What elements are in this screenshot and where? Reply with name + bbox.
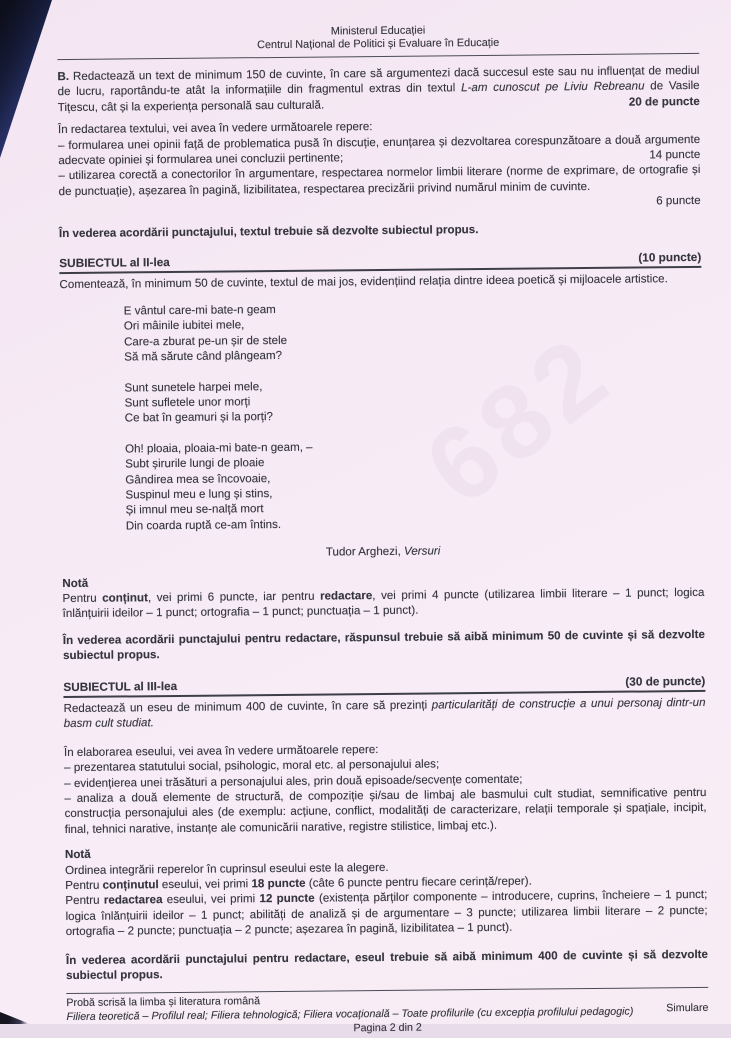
ministry-name: Ministerul Educației bbox=[330, 24, 426, 38]
poem-line: Oh! ploaia, ploaia-mi bate-n geam, – bbox=[124, 440, 313, 456]
poem-author: Tudor Arghezi, bbox=[325, 544, 405, 559]
repere-1-text: – formularea unei opinii față de problematica pusă în discuție, enunțarea și dezvoltarea corespunzătoare a două argumente adecvate opiniei și formularea unei concluzii pertinente; bbox=[58, 132, 701, 168]
poem-line: Să mă sărute când plângeam? bbox=[124, 349, 283, 364]
note-bold-term: conținutul bbox=[102, 878, 159, 892]
repere-2-points: 6 puncte bbox=[656, 194, 701, 208]
subject-2-title: SUBIECTUL al II-lea bbox=[59, 255, 170, 271]
subject-3-title: SUBIECTUL al III-lea bbox=[63, 678, 178, 694]
task-b-paragraph bbox=[57, 63, 699, 115]
subject-3-bold-note: În vederea acordării punctajului pentru redactare, eseul trebuie să aibă minimum 400 de cuvinte și să dezvolte subiectul propus. bbox=[65, 947, 708, 983]
scan-corner-artifact-bottom-left bbox=[0, 1012, 30, 1024]
subject-2-task: Comentează, în minimum 50 de cuvinte, textul de mai jos, evidențiind relația dintre ideea poetică și mijloacele artistice. bbox=[59, 272, 668, 292]
subject-2-note-text bbox=[62, 585, 704, 622]
note-segment: eseului, vei primi bbox=[158, 877, 252, 892]
note-segment: , vei primi 6 puncte, iar pentru bbox=[147, 589, 321, 605]
center-name: Centrul Național de Politici și Evaluare în Educație bbox=[257, 36, 500, 52]
note-segment: (câte 6 puncte pentru fiecare cerință/reper). bbox=[305, 874, 532, 890]
task-b-source-title: L-am cunoscut pe Liviu Rebreanu bbox=[460, 79, 645, 95]
note-segment: Pentru bbox=[62, 591, 103, 606]
subject-3-header bbox=[63, 673, 705, 698]
poem bbox=[124, 298, 704, 534]
footer-page-number: Pagina 2 din 2 bbox=[353, 1021, 422, 1034]
document-content bbox=[57, 22, 709, 1038]
subject-2-points: (10 puncte) bbox=[638, 249, 702, 265]
task-b-text-1: Redactează un text de minimum 150 de cuvinte, în care să argumentezi dacă succesul este sau nu influențat de mediul de lucru, raportându-te atât la informațiile din fragmentul extras din textul bbox=[57, 63, 700, 99]
note-bold-term: conținut bbox=[102, 591, 148, 605]
subject-3-task-topic: particularități de construcție a unui personaj dintr-un basm cult studiat. bbox=[63, 695, 706, 731]
note-label: Notă bbox=[64, 848, 91, 862]
footer-exam-type: Probă scrisă la limba și literatura română bbox=[66, 994, 261, 1009]
subject-2-header bbox=[59, 250, 701, 275]
poem-line: Gândirea mea se încovoaie, bbox=[125, 471, 271, 486]
footer-profiles: Filiera teoretică – Profilul real; Filiera tehnologică; Filiera vocațională – Toate profilurile (cu excepția profilului pedagogic) bbox=[66, 1005, 634, 1023]
document-header bbox=[57, 22, 699, 54]
scan-corner-artifact-top-left bbox=[0, 0, 52, 158]
note-bold-term: 12 puncte bbox=[259, 892, 315, 906]
subject-3-points: (30 de puncte) bbox=[625, 673, 706, 689]
subject-3-repere-item-2: – evidențierea unei trăsături a personajului ales, prin două episoade/secvențe comentate; bbox=[64, 772, 523, 790]
footer-session: Simulare bbox=[666, 1001, 709, 1014]
subject-2-bold-note: În vederea acordării punctajului pentru redactare, răspunsul trebuie să aibă minimum 50 de cuvinte și să dezvolte subiectul propus. bbox=[62, 627, 705, 663]
poem-line: Din coarda ruptă ce-am întins. bbox=[125, 517, 282, 533]
poem-line: E vântul care-mi bate-n geam bbox=[123, 302, 276, 318]
task-b-repere-item-2: – utilizarea corectă a conectorilor în argumentare, respectarea normelor limbii literare (norme de exprimare, de ortografie și de punctuație), așezarea în pagină, lizibilitatea, respectarea precizării privind numărul minim de cuvinte. bbox=[58, 163, 701, 198]
task-b-repere-intro: În redactarea textului, vei avea în vedere următoarele repere: bbox=[57, 120, 373, 137]
note-segment: Pentru bbox=[65, 878, 103, 893]
subject-3-task-text: Redactează un eseu de minimum 400 de cuvinte, în care să prezinți bbox=[63, 698, 432, 716]
poem-stanza-2 bbox=[124, 374, 702, 426]
subject-3-repere-intro: În elaborarea eseului, vei avea în vedere următoarele repere: bbox=[63, 742, 379, 759]
header-divider bbox=[57, 53, 699, 60]
note-bold-term: redactare bbox=[319, 589, 373, 603]
poem-line: Care-a zburat pe-un șir de stele bbox=[123, 333, 288, 349]
subject-2-note bbox=[62, 569, 704, 621]
task-b-repere-item-1 bbox=[58, 132, 700, 169]
note-label: Notă bbox=[62, 576, 89, 590]
note-segment: (existența părților componente – introducere, cuprins, încheiere – 1 punct; logica înlănțuirii ideilor – 1 punct; abilități de analiză și de argumentare – 3 puncte; utilizarea limbii literare – 2 puncte; ortografia – 2 puncte; punctuația – 2 puncte; așezarea în pagină, lizibilitatea – 1 punct). bbox=[65, 888, 708, 939]
poem-stanza-3 bbox=[125, 436, 704, 534]
subject-3-repere-item-1: – prezentarea statutului social, psihologic, moral etc. al personajului ales; bbox=[64, 757, 440, 775]
task-b-label: B. bbox=[57, 69, 70, 84]
task-b-bold-note: În vederea acordării punctajului, textul trebuie să dezvolte subiectul propus. bbox=[58, 222, 479, 240]
note-bold-term: 18 puncte bbox=[251, 876, 306, 891]
note-segment: eseului, vei primi bbox=[162, 892, 260, 907]
watermark-digits: 682 bbox=[404, 312, 634, 528]
poem-line: Ce bat în geamuri și la porți? bbox=[124, 410, 274, 425]
poem-volume-title: Versuri bbox=[403, 544, 441, 558]
repere-1-points: 14 puncte bbox=[649, 147, 701, 162]
task-b-points: 20 de puncte bbox=[628, 94, 700, 109]
subject-3-repere-item-3: – analiza a două elemente de structură, de compoziție și/sau de limbaj ale basmului cult studiat, semnificative pentru construcția personajului ales (de exemplu: acțiune, conflict, modalități de caracterizare, relații temporale și spațiale, incipit, final, tehnici narative, instanțe ale comunicării narative, registre stilistice, limbaj etc.). bbox=[64, 785, 707, 836]
poem-line: Ori mâinile iubitei mele, bbox=[123, 318, 245, 333]
task-b-text-2: de Vasile Tițescu, cât și la experiența personală sau culturală. bbox=[57, 79, 700, 114]
poem-line: Suspinul meu e lung și stins, bbox=[125, 486, 273, 502]
note-segment: Pentru bbox=[65, 894, 104, 908]
subject-3-note bbox=[65, 841, 708, 940]
poem-line: Subt șirurile lungi de ploaie bbox=[125, 456, 265, 471]
note-segment: , vei primi 4 puncte (utilizarea limbii literare – 1 punct; logica înlănțuirii ideilor – 1 punct; ortografia – 1 punct; punctuația – 1 punct). bbox=[62, 585, 705, 621]
poem-line: Sunt sunetele harpei mele, bbox=[124, 379, 263, 394]
poem-line: Și imnul meu se-nalță mort bbox=[125, 502, 264, 517]
poem-line: Sunt sufletele unor morți bbox=[124, 395, 251, 410]
subject-3-task bbox=[63, 695, 705, 732]
poem-stanza-1 bbox=[124, 298, 703, 365]
subject-3-note-line-3 bbox=[65, 887, 707, 939]
subject-3-note-line-1: Ordinea integrării reperelor în cuprinsul eseului este la alegere. bbox=[65, 860, 389, 877]
page-footer bbox=[66, 986, 708, 1037]
poem-attribution bbox=[62, 541, 704, 563]
note-bold-term: redactarea bbox=[103, 893, 163, 908]
